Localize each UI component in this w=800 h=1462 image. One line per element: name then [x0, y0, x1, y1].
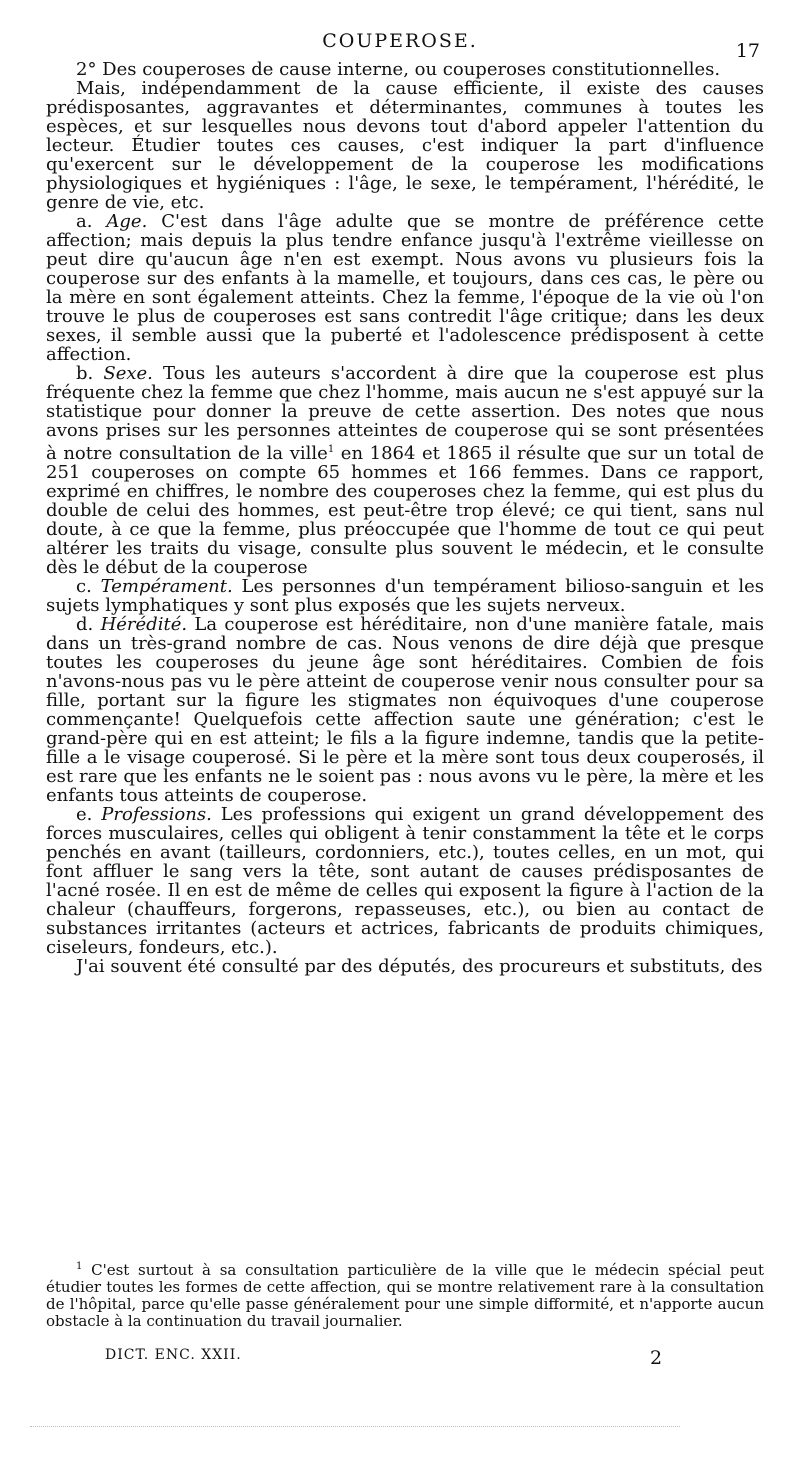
footnote-mark: 1 — [76, 1261, 83, 1272]
closing-paragraph: J'ai souvent été consulté par des députés, des procureurs et substituts, des — [76, 956, 763, 977]
footnotes — [46, 1258, 764, 1330]
section-temperament-text: Les personnes d'un tempérament bilioso-sanguin et les sujets lymphatiques y sont plus exposés que les sujets nerveux. — [46, 576, 764, 616]
signature-number: 2 — [650, 1347, 663, 1369]
body-text — [46, 60, 764, 976]
section-heredite-heading: Hérédité. — [100, 614, 188, 635]
section-sexe — [46, 364, 764, 577]
section-heredite-text: La couperose est héréditaire, non d'une manière fatale, mais dans un très-grand nombre de cas. Nous venons de dire déjà que presque toutes les couperoses du jeune âge sont héréditaires. Combien de fois n'avons-nous pas vu le père atteint de couperose venir nous consulter pour sa fille, portant sur la figure les stigmates non équivoques d'une couperose commençante! Quelquefois cette affection saute une génération; c'est le grand-père qui en est atteint; le fils a la figure indemne, tandis que la petite-fille a le visage couperosé. Si le père et la mère sont tous deux couperosés, il est rare que les enfants ne le soient pas : nous avons vu le père, la mère et les enfants tous atteints de couperose. — [46, 614, 764, 806]
printer-signature: DICT. ENC. XXII. — [105, 1347, 242, 1363]
page-number: 17 — [735, 40, 760, 62]
section-professions-heading: Professions. — [101, 804, 212, 825]
section-heredite-label: d. — [76, 614, 101, 635]
section-age-label: a. — [76, 211, 107, 232]
section-professions-text: Les professions qui exigent un grand développement des forces musculaires, celles qui obligent à tenir constamment la tête et le corps penchés en avant (tailleurs, cordonniers, etc.), toutes celles, en un mot, qui font affluer le sang vers la tête, sont autant de causes prédisposantes de l'acné rosée. Il en est de même de celles qui exposent la figure à l'action de la chaleur (chauffeurs, forgerons, repasseuses, etc.), ou bien au contact de substances irritantes (acteurs et actrices, fabricants de produits chimiques, ciseleurs, fondeurs, etc.). — [46, 804, 764, 958]
section-age — [46, 212, 764, 364]
section-sexe-text-1: Tous les auteurs s'accordent à dire que la couperose est plus fréquente chez la femme que chez l'homme, mais aucun ne s'est appuyé sur la statistique pour donner la preuve de cette assertion. Des notes que nous avons prises sur les personnes atteintes de couperose qui se sont présentées à notre consultation de la ville — [46, 363, 764, 464]
section-temperament-label: c. — [76, 576, 101, 597]
footnote-text: C'est surtout à sa consultation particulière de la ville que le médecin spécial peut étudier toutes les formes de cette affection, qui se montre relativement rare à la consultation de l'hôpital, parce qu'elle passe généralement pour une simple difformité, et n'apporte aucun obstacle à la continuation du travail journalier. — [46, 1261, 764, 1330]
section-age-heading: Age. — [106, 211, 148, 232]
footnote-reference: 1 — [327, 444, 335, 455]
section-temperament — [46, 577, 764, 615]
section-professions-label: e. — [76, 804, 102, 825]
section-heredite — [46, 615, 764, 805]
running-head: COUPEROSE. — [322, 30, 478, 52]
section-age-text: C'est dans l'âge adulte que se montre de préférence cette affection; mais depuis la plus tendre enfance jusqu'à l'extrême vieillesse on peut dire qu'aucun âge n'en est exempt. Nous avons vu plusieurs fois la couperose sur des enfants à la mamelle, et toujours, dans ces cas, le père ou la mère en sont également atteints. Chez la femme, l'époque de la vie où l'on trouve le plus de couperoses est sans contredit l'âge critique; dans les deux sexes, il semble aussi que la puberté et l'adolescence prédisposent à cette affection. — [46, 211, 764, 365]
section-professions — [46, 805, 764, 957]
bottom-dotted-rule — [30, 1426, 680, 1427]
paragraph-causes: Mais, indépendamment de la cause efficiente, il existe des causes prédisposantes, aggravantes et déterminantes, communes à toutes les espèces, et sur lesquelles nous devons tout d'abord appeler l'attention du lecteur. Étudier toutes ces causes, c'est indiquer la part d'influence qu'exercent sur le développement de la couperose les modifications physiologiques et hygiéniques : l'âge, le sexe, le tempérament, l'hérédité, le genre de vie, etc. — [46, 78, 764, 213]
intro-paragraph: 2° Des couperoses de cause interne, ou couperoses constitutionnelles. — [76, 59, 721, 80]
footnote-1 — [46, 1258, 764, 1330]
section-sexe-label: b. — [76, 363, 104, 384]
section-sexe-text-2: en 1864 et 1865 il résulte que sur un total de 251 couperoses on compte 65 hommes et 166 femmes. Dans ce rapport, exprimé en chiffres, le nombre des couperoses chez la femme, qui est plus du double de celui des hommes, est peut-être trop élevé; ce qui tient, sans nul doute, à ce que la femme, plus préoccupée que l'homme de tout ce qui peut altérer les traits du visage, consulte plus souvent le médecin, et le consulte dès le début de la couperose — [46, 443, 764, 578]
section-sexe-heading: Sexe. — [103, 363, 153, 384]
section-temperament-heading: Tempérament. — [100, 576, 233, 597]
